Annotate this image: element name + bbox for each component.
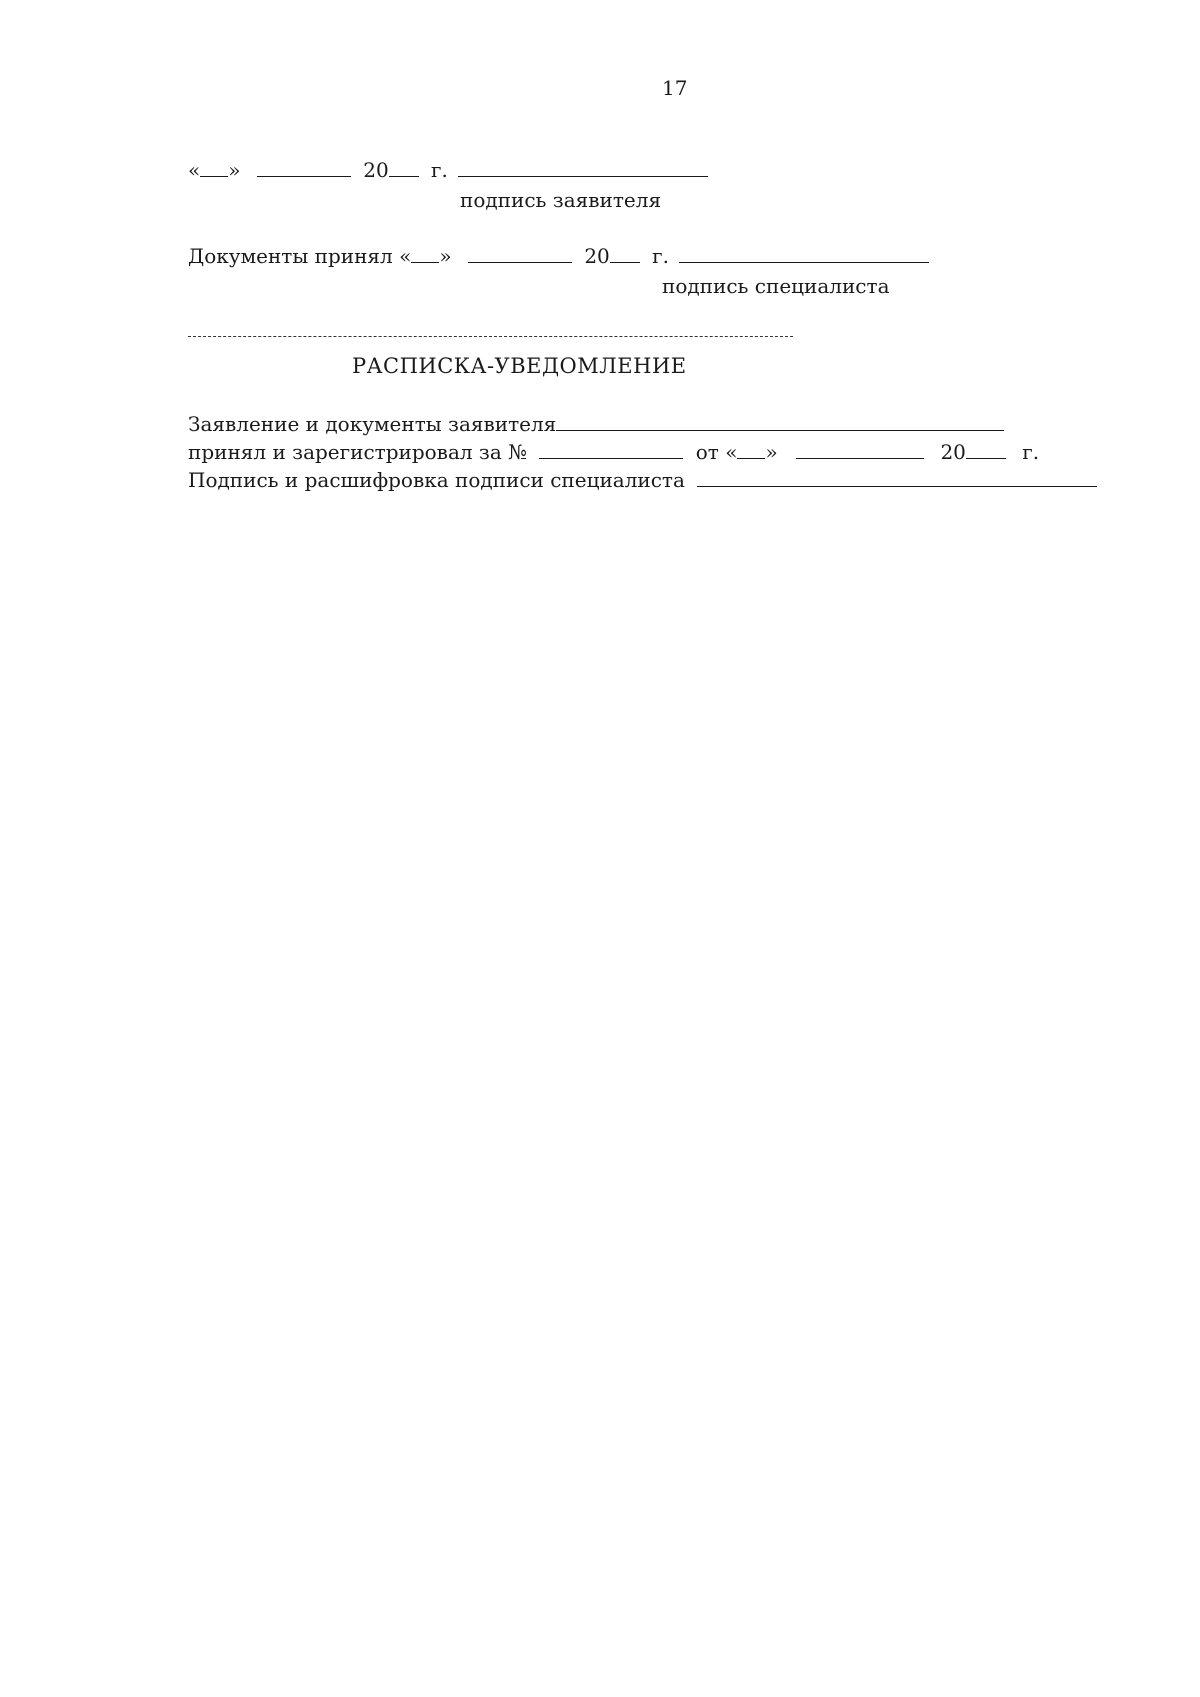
applicant-signature-blank xyxy=(458,158,708,177)
registration-year-suffix: г. xyxy=(1022,440,1040,464)
registration-label: принял и зарегистрировал за № xyxy=(188,440,528,464)
month-blank xyxy=(257,158,351,177)
accepted-year-suffix: г. xyxy=(652,244,669,268)
day-blank xyxy=(200,158,228,177)
accepted-quote-close: » xyxy=(439,244,452,268)
applicant-date-line xyxy=(188,158,708,182)
year-suffix: г. xyxy=(431,158,448,182)
specialist-signature-caption: подпись специалиста xyxy=(662,274,890,298)
quote-open: « xyxy=(188,158,201,182)
page-number: 17 xyxy=(662,76,688,100)
registration-quote-close: » xyxy=(765,440,778,464)
receipt-line-2 xyxy=(188,440,1039,464)
registration-year-prefix: 20 xyxy=(940,440,966,464)
accepted-year-blank xyxy=(610,244,640,263)
accepted-date-line xyxy=(188,244,929,268)
receipt-title: РАСПИСКА-УВЕДОМЛЕНИЕ xyxy=(352,354,687,378)
year-prefix: 20 xyxy=(363,158,389,182)
accepted-year-prefix: 20 xyxy=(584,244,610,268)
cut-line-divider xyxy=(188,336,793,337)
registration-month-blank xyxy=(796,440,924,459)
registration-number-blank xyxy=(539,440,683,459)
specialist-signature-blank xyxy=(679,244,929,263)
accepted-month-blank xyxy=(468,244,572,263)
applicant-name-blank xyxy=(556,412,1004,431)
receipt-line-3 xyxy=(188,468,1097,492)
receipt-line-1 xyxy=(188,412,1004,436)
registration-from-label: от « xyxy=(695,440,738,464)
accepted-label: Документы принял « xyxy=(188,244,412,268)
registration-year-blank xyxy=(966,440,1006,459)
specialist-signature-label: Подпись и расшифровка подписи специалиста xyxy=(188,468,685,492)
registration-day-blank xyxy=(737,440,765,459)
applicant-signature-caption: подпись заявителя xyxy=(460,188,662,212)
accepted-day-blank xyxy=(411,244,439,263)
specialist-signature-decoding-blank xyxy=(697,468,1097,487)
receipt-documents-label: Заявление и документы заявителя xyxy=(188,412,557,436)
quote-close: » xyxy=(228,158,241,182)
year-blank xyxy=(389,158,419,177)
